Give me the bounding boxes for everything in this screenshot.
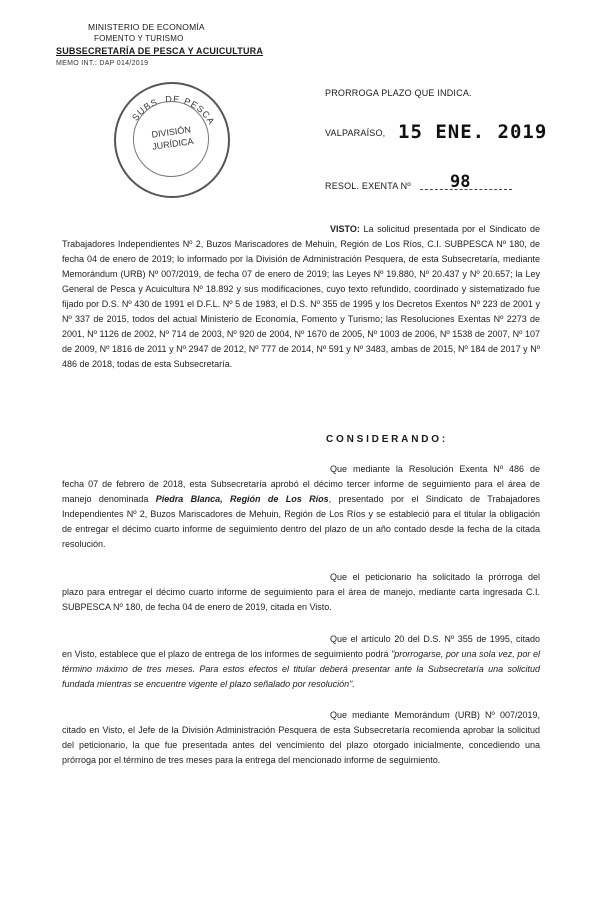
stamp-line-division: DIVISIÓN: [150, 124, 192, 140]
subsecretaria-name: SUBSECRETARÍA DE PESCA Y ACUICULTURA: [56, 46, 264, 56]
visto-text: La solicitud presentada por el Sindicato de Trabajadores Independientes Nº 2, Buzos Mariscadores de Mehuin, Región de Los Ríos, C.I. SUBPESCA Nº 180, de fecha 04 de enero de 2019; lo informado por la División de Administración Pesquera, de esta Subsecretaría, mediante Memorándum (URB) Nº 007/2019, de fecha 07 de enero de 2019; las Leyes Nº 19.880, Nº 20.437 y Nº 20.657; la Ley General de Pesca y Acuicultura Nº 18.892 y sus modificaciones, cuyo texto refundido, coordinado y sistematizado fue fijado por D.S. Nº 430 de 1991 el D.F.L. Nº 5 de 1983, el D.S. Nº 355 de 1995 y los Decretos Exentos Nº 223 de 2001 y Nº 337 de 2015, todos del actual Ministerio de Economía, Fomento y Turismo; las Resoluciones Exentas Nº 2273 de 2001, Nº 1126 de 2002, Nº 714 de 2003, Nº 920 de 2004, Nº 1670 de 2005, Nº 1003 de 2006, Nº 1538 de 2007, Nº 107 de 2009, Nº 1816 de 2011 y Nº 2947 de 2012, Nº 777 de 2014, Nº 591 y Nº 3483, ambas de 2015, Nº 184 de 2017 y Nº 486 de 2018, todas de esta Subsecretaría.: [62, 224, 540, 369]
stamp-line-juridica: JURÍDICA: [151, 136, 195, 152]
resolution-date: 15 ENE. 2019: [398, 121, 548, 143]
document-subject: PRORROGA PLAZO QUE INDICA.: [325, 88, 472, 98]
considerando-paragraph-4: [62, 708, 540, 768]
p2-text: Que el peticionario ha solicitado la prórroga del plazo para entregar el décimo cuarto informe de seguimiento para el área de manejo, mediante carta ingresada C.I. SUBPESCA Nº 180, de fecha 04 de enero de 2019, citada en Visto.: [62, 572, 540, 612]
p3-quoted-rule: "prorrogarse, por una sola vez, por el término máximo de tres meses. Para estos efectos el titular deberá presentar ante la Subsecretaría una solicitud fundada mientras se encuentre vigente el plazo señalado por resolución".: [62, 649, 541, 689]
p3-text-a: Que el artículo 20 del D.S. Nº 355 de 1995, citado en Visto, establece que el plazo de entrega de los informes de seguimiento podrá: [62, 634, 540, 659]
p4-text: Que mediante Memorándum (URB) Nº 007/2019, citado en Visto, el Jefe de la División Administración Pesquera de esta Subsecretaría recomienda aprobar la solicitud del peticionario, la que fue presentada antes del vencimiento del plazo otorgado inicialmente, concediendo una prórroga por el término de tres meses para la entrega del mencionado informe de seguimiento.: [62, 710, 540, 765]
ministry-name: MINISTERIO DE ECONOMÍA: [88, 22, 205, 32]
p1-text-b: , presentado por el Sindicato de Trabajadores Independientes Nº 2, Buzos Mariscadores de Mehuin, Región de Los Ríos y se estableció para el titular la obligación de entregar el décimo cuarto informe de seguimiento dentro del plazo de un año contado desde la fecha de la citada resolución.: [62, 494, 540, 549]
considerando-paragraph-3: [62, 632, 540, 692]
p1-area-name: Piedra Blanca, Región de Los Ríos: [155, 494, 329, 504]
visto-section: [62, 222, 540, 372]
division-juridica-stamp: [114, 82, 230, 198]
place-label: VALPARAÍSO,: [325, 128, 386, 138]
memo-reference: MEMO INT.: DAP 014/2019: [56, 60, 149, 67]
p1-text-a: Que mediante la Resolución Exenta Nº 486 de fecha 07 de febrero de 2018, esta Subsecretaría aprobó el décimo tercer informe de seguimiento para el área de manejo denominada: [62, 464, 540, 504]
stamp-arc-text: SUBS. DE PESCA: [130, 93, 217, 127]
resolution-label: RESOL. EXENTA Nº: [325, 181, 411, 191]
visto-label: VISTO:: [330, 224, 360, 234]
considerando-paragraph-2: [62, 570, 540, 615]
considerando-paragraph-1: [62, 462, 540, 552]
considerando-heading: CONSIDERANDO:: [326, 434, 448, 445]
resolution-number: 98: [450, 172, 471, 192]
ministry-subtitle: FOMENTO Y TURISMO: [94, 34, 184, 43]
